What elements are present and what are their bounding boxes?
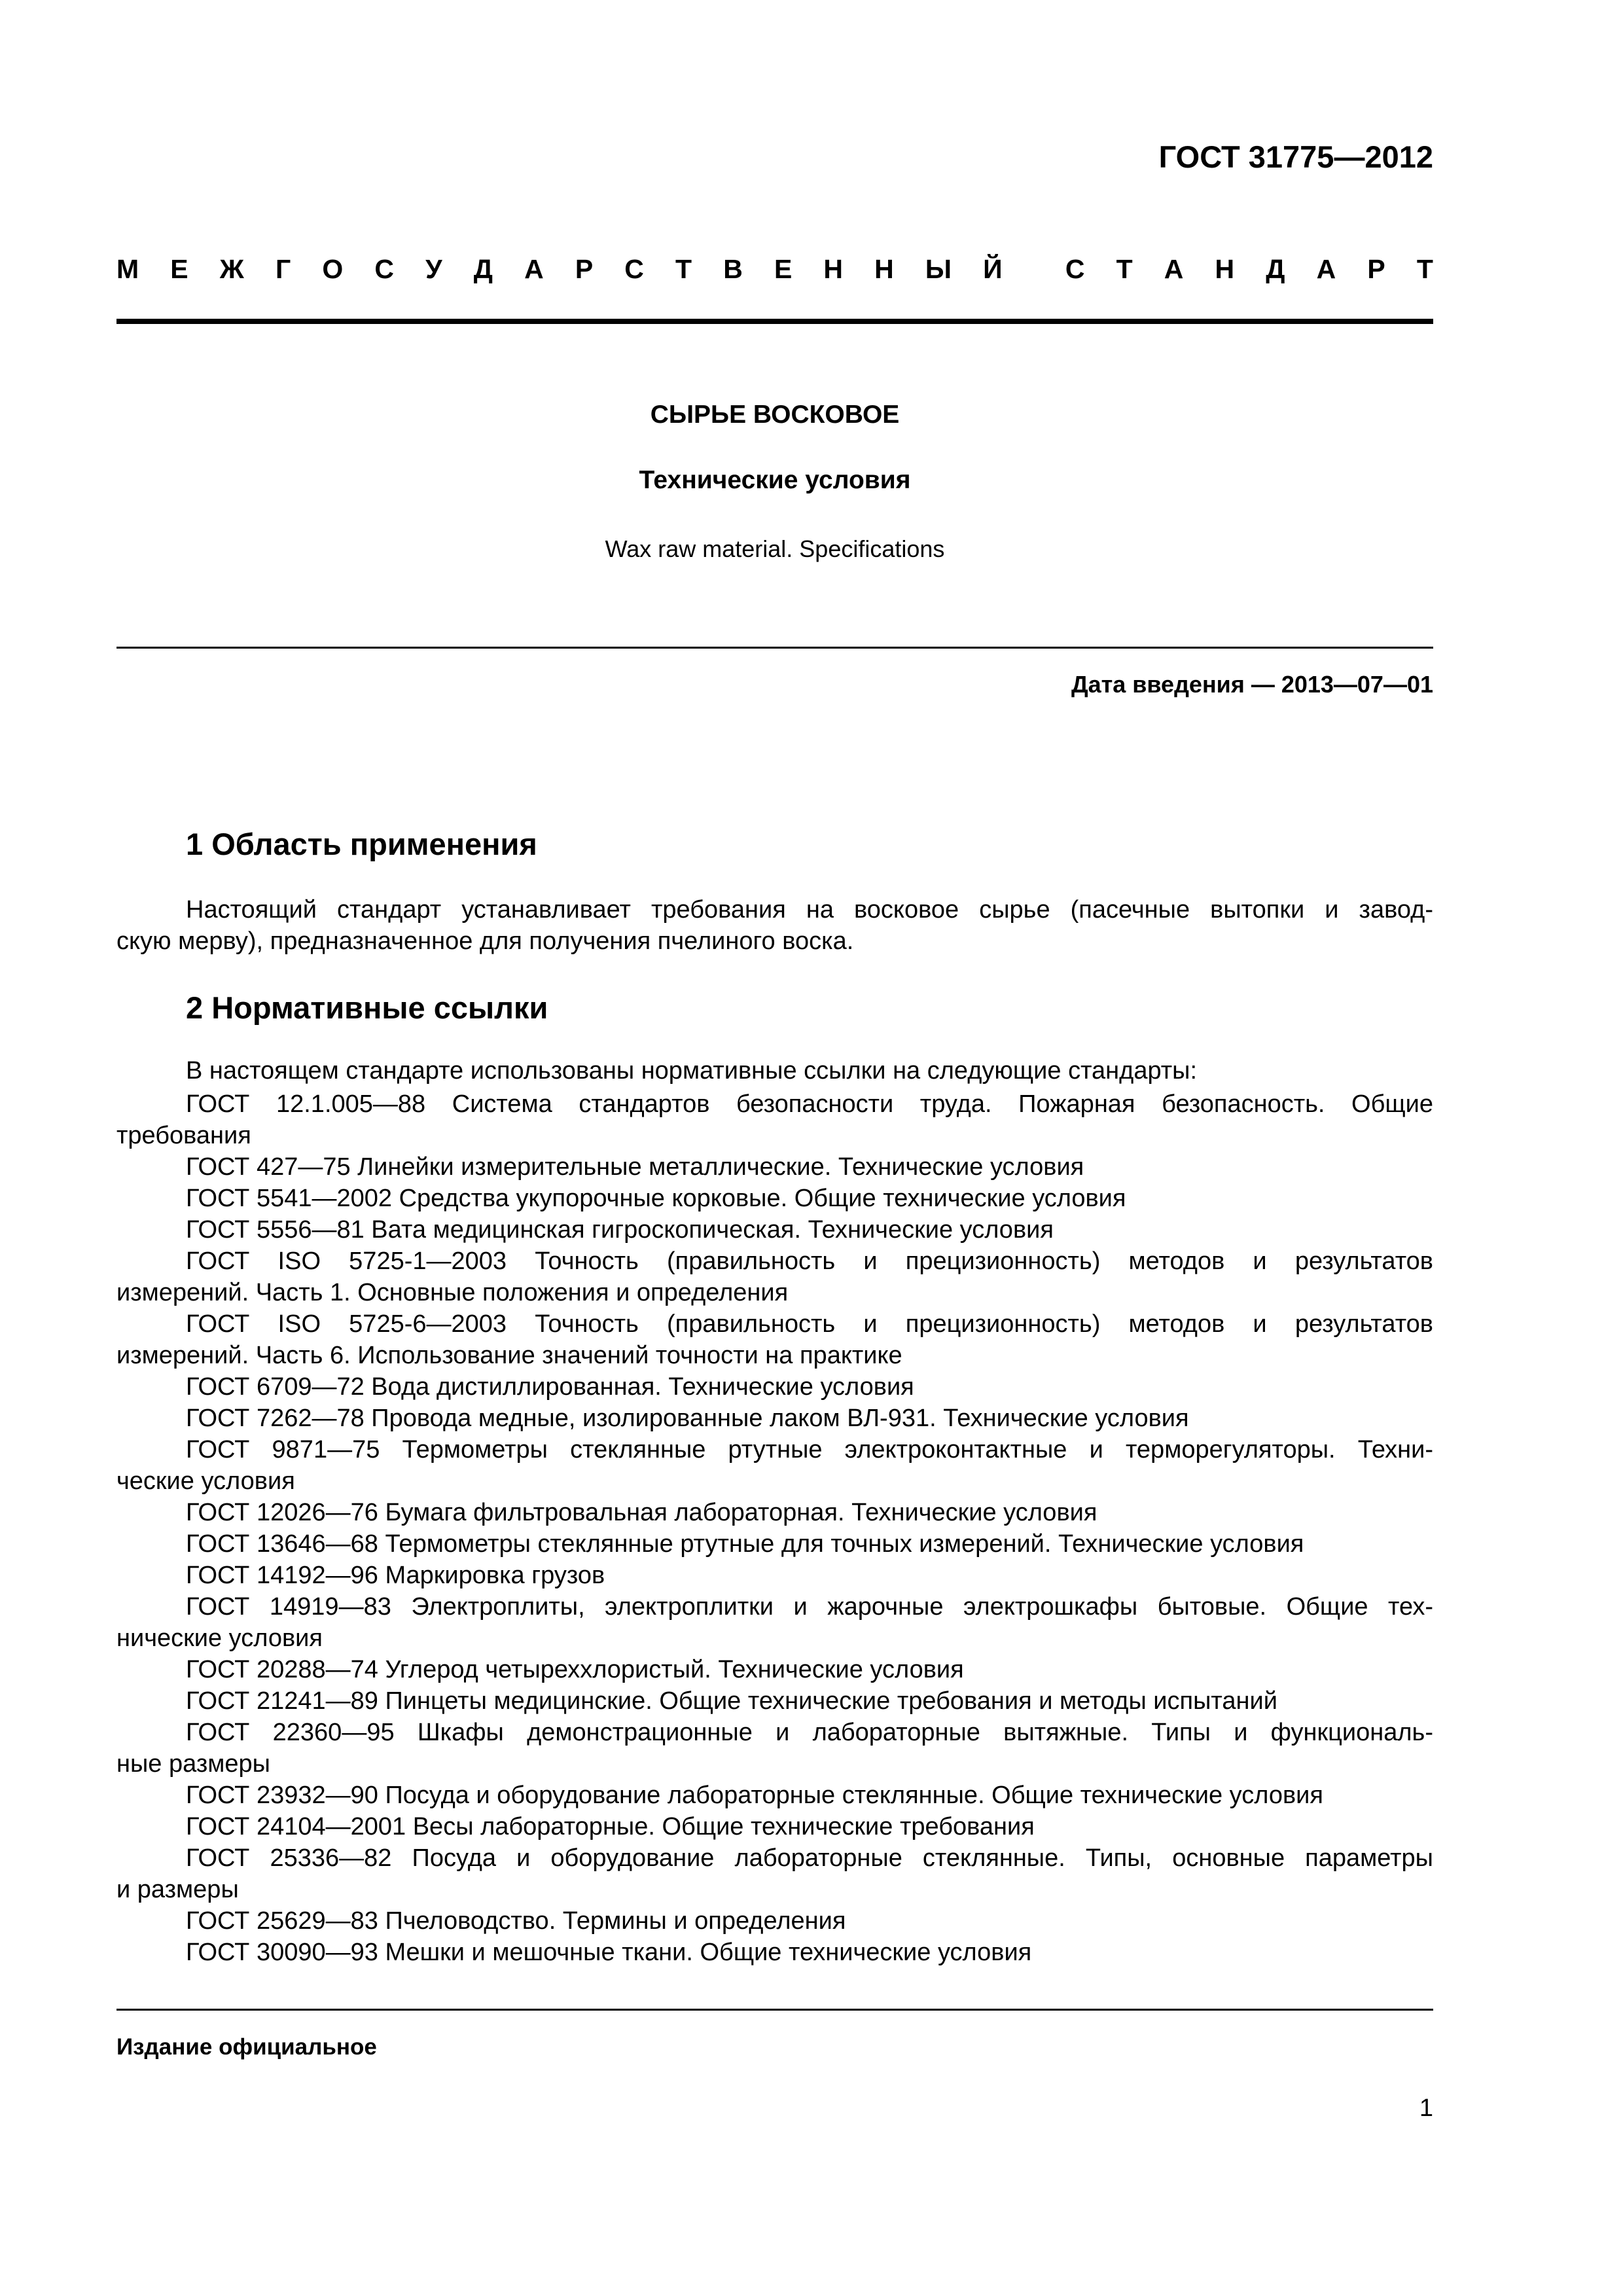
reference-line: ГОСТ ISO 5725-6—2003 Точность (правильность и прецизионность) методов и результатов <box>186 1310 1433 1338</box>
reference-continuation: требования <box>116 1122 251 1149</box>
reference-line: ГОСТ 12026—76 Бумага фильтровальная лабораторная. Технические условия <box>186 1499 1097 1526</box>
reference-continuation: ные размеры <box>116 1750 270 1778</box>
reference-item <box>116 1685 1433 1717</box>
reference-continuation: измерений. Часть 6. Использование значений точности на практике <box>116 1342 902 1369</box>
footer-divider <box>116 2009 1433 2011</box>
section-2-heading: 2 Нормативные ссылки <box>186 990 548 1025</box>
reference-line: ГОСТ 14919—83 Электроплиты, электроплитки и жарочные электрошкафы бытовые. Общие тех- <box>186 1593 1433 1621</box>
reference-item <box>116 1811 1433 1842</box>
reference-line: ГОСТ 12.1.005—88 Система стандартов безопасности труда. Пожарная безопасность. Общие <box>186 1090 1433 1118</box>
reference-item <box>116 1780 1433 1811</box>
banner-letter: А <box>1164 254 1184 284</box>
reference-item <box>116 1842 1433 1905</box>
banner-letter: Н <box>1215 254 1235 284</box>
introduction-date: Дата введения — 2013—07—01 <box>1071 671 1433 698</box>
section-1-paragraph <box>116 894 1433 957</box>
banner-letter: Т <box>675 254 692 284</box>
reference-item <box>116 1088 1433 1151</box>
paragraph-line: скую мерву), предназначенное для получения пчелиного воска. <box>116 927 854 955</box>
reference-item <box>116 1717 1433 1780</box>
reference-item <box>116 1905 1433 1937</box>
banner-letter: А <box>1316 254 1336 284</box>
banner-letter: О <box>322 254 344 284</box>
paragraph-line: Настоящий стандарт устанавливает требования на восковое сырье (пасечные вытопки и завод- <box>186 896 1433 924</box>
banner-letter: С <box>624 254 644 284</box>
reference-line: ГОСТ ISO 5725-1—2003 Точность (правильность и прецизионность) методов и результатов <box>186 1247 1433 1275</box>
banner-letter: Ж <box>219 254 244 284</box>
reference-line: ГОСТ 20288—74 Углерод четыреххлористый. Технические условия <box>186 1656 964 1683</box>
banner-letter: Д <box>473 254 493 284</box>
banner-letter: А <box>524 254 544 284</box>
reference-item <box>116 1560 1433 1591</box>
reference-line: ГОСТ 23932—90 Посуда и оборудование лабораторные стеклянные. Общие технические условия <box>186 1782 1323 1809</box>
banner-letter: Д <box>1266 254 1285 284</box>
reference-continuation: и размеры <box>116 1876 239 1903</box>
reference-line: ГОСТ 14192—96 Маркировка грузов <box>186 1562 605 1589</box>
reference-line: ГОСТ 22360—95 Шкафы демонстрационные и лабораторные вытяжные. Типы и функциональ- <box>186 1719 1433 1746</box>
reference-continuation: измерений. Часть 1. Основные положения и определения <box>116 1279 789 1306</box>
english-title: Wax raw material. Specifications <box>605 535 945 562</box>
reference-item <box>116 1371 1433 1403</box>
reference-item <box>116 1528 1433 1560</box>
reference-line: ГОСТ 13646—68 Термометры стеклянные ртутные для точных измерений. Технические условия <box>186 1530 1304 1558</box>
reference-item <box>116 1434 1433 1497</box>
reference-item <box>116 1246 1433 1308</box>
reference-item <box>116 1591 1433 1654</box>
official-edition-label: Издание официальное <box>116 2034 377 2060</box>
banner-letter: М <box>116 254 139 284</box>
banner-letter: Е <box>170 254 188 284</box>
reference-item <box>116 1308 1433 1371</box>
banner-letter: Г <box>275 254 291 284</box>
reference-line: ГОСТ 9871—75 Термометры стеклянные ртутные электроконтактные и терморегуляторы. Техни- <box>186 1436 1433 1463</box>
reference-line: ГОСТ 5556—81 Вата медицинская гигроскопическая. Технические условия <box>186 1216 1054 1244</box>
reference-continuation: ческие условия <box>116 1467 295 1495</box>
reference-line: ГОСТ 427—75 Линейки измерительные металлические. Технические условия <box>186 1153 1084 1181</box>
reference-line: ГОСТ 7262—78 Провода медные, изолированные лаком ВЛ-931. Технические условия <box>186 1405 1189 1432</box>
page-number: 1 <box>1419 2094 1433 2122</box>
banner-letter: Р <box>575 254 594 284</box>
reference-line: ГОСТ 5541—2002 Средства укупорочные корковые. Общие технические условия <box>186 1185 1126 1212</box>
banner-letter: С <box>374 254 394 284</box>
banner-letter: Й <box>983 254 1003 284</box>
standard-id: ГОСТ 31775—2012 <box>1158 139 1433 174</box>
reference-item <box>116 1937 1433 1968</box>
reference-line: ГОСТ 6709—72 Вода дистиллированная. Технические условия <box>186 1373 914 1401</box>
header-divider <box>116 319 1433 324</box>
reference-item <box>116 1214 1433 1246</box>
banner-letter: Т <box>1116 254 1133 284</box>
reference-item <box>116 1654 1433 1685</box>
reference-line: ГОСТ 24104—2001 Весы лабораторные. Общие технические требования <box>186 1813 1035 1840</box>
reference-item <box>116 1403 1433 1434</box>
section-1-heading: 1 Область применения <box>186 827 537 861</box>
references-intro: В настоящем стандарте использованы нормативные ссылки на следующие стандарты: <box>186 1057 1198 1085</box>
reference-line: ГОСТ 25336—82 Посуда и оборудование лабораторные стеклянные. Типы, основные параметры <box>186 1844 1433 1872</box>
banner-letter: Е <box>774 254 793 284</box>
title-divider <box>116 647 1433 649</box>
document-title: СЫРЬЕ ВОСКОВОЕ <box>650 401 900 429</box>
reference-line: ГОСТ 25629—83 Пчеловодство. Термины и определения <box>186 1907 846 1935</box>
reference-item <box>116 1183 1433 1214</box>
interstate-standard-banner <box>116 254 1433 285</box>
document-subtitle: Технические условия <box>639 466 911 494</box>
reference-line: ГОСТ 30090—93 Мешки и мешочные ткани. Общие технические условия <box>186 1939 1032 1966</box>
banner-letter: С <box>1065 254 1085 284</box>
banner-letter: Ы <box>925 254 952 284</box>
reference-item <box>116 1151 1433 1183</box>
reference-continuation: нические условия <box>116 1624 323 1652</box>
banner-letter: Р <box>1367 254 1385 284</box>
banner-letter: Т <box>1416 254 1433 284</box>
banner-letter: У <box>425 254 442 284</box>
banner-letter: В <box>723 254 743 284</box>
reference-item <box>116 1497 1433 1528</box>
banner-letter: Н <box>823 254 844 284</box>
references-list <box>116 1088 1433 1968</box>
reference-line: ГОСТ 21241—89 Пинцеты медицинские. Общие технические требования и методы испытаний <box>186 1687 1277 1715</box>
banner-letter: Н <box>874 254 894 284</box>
